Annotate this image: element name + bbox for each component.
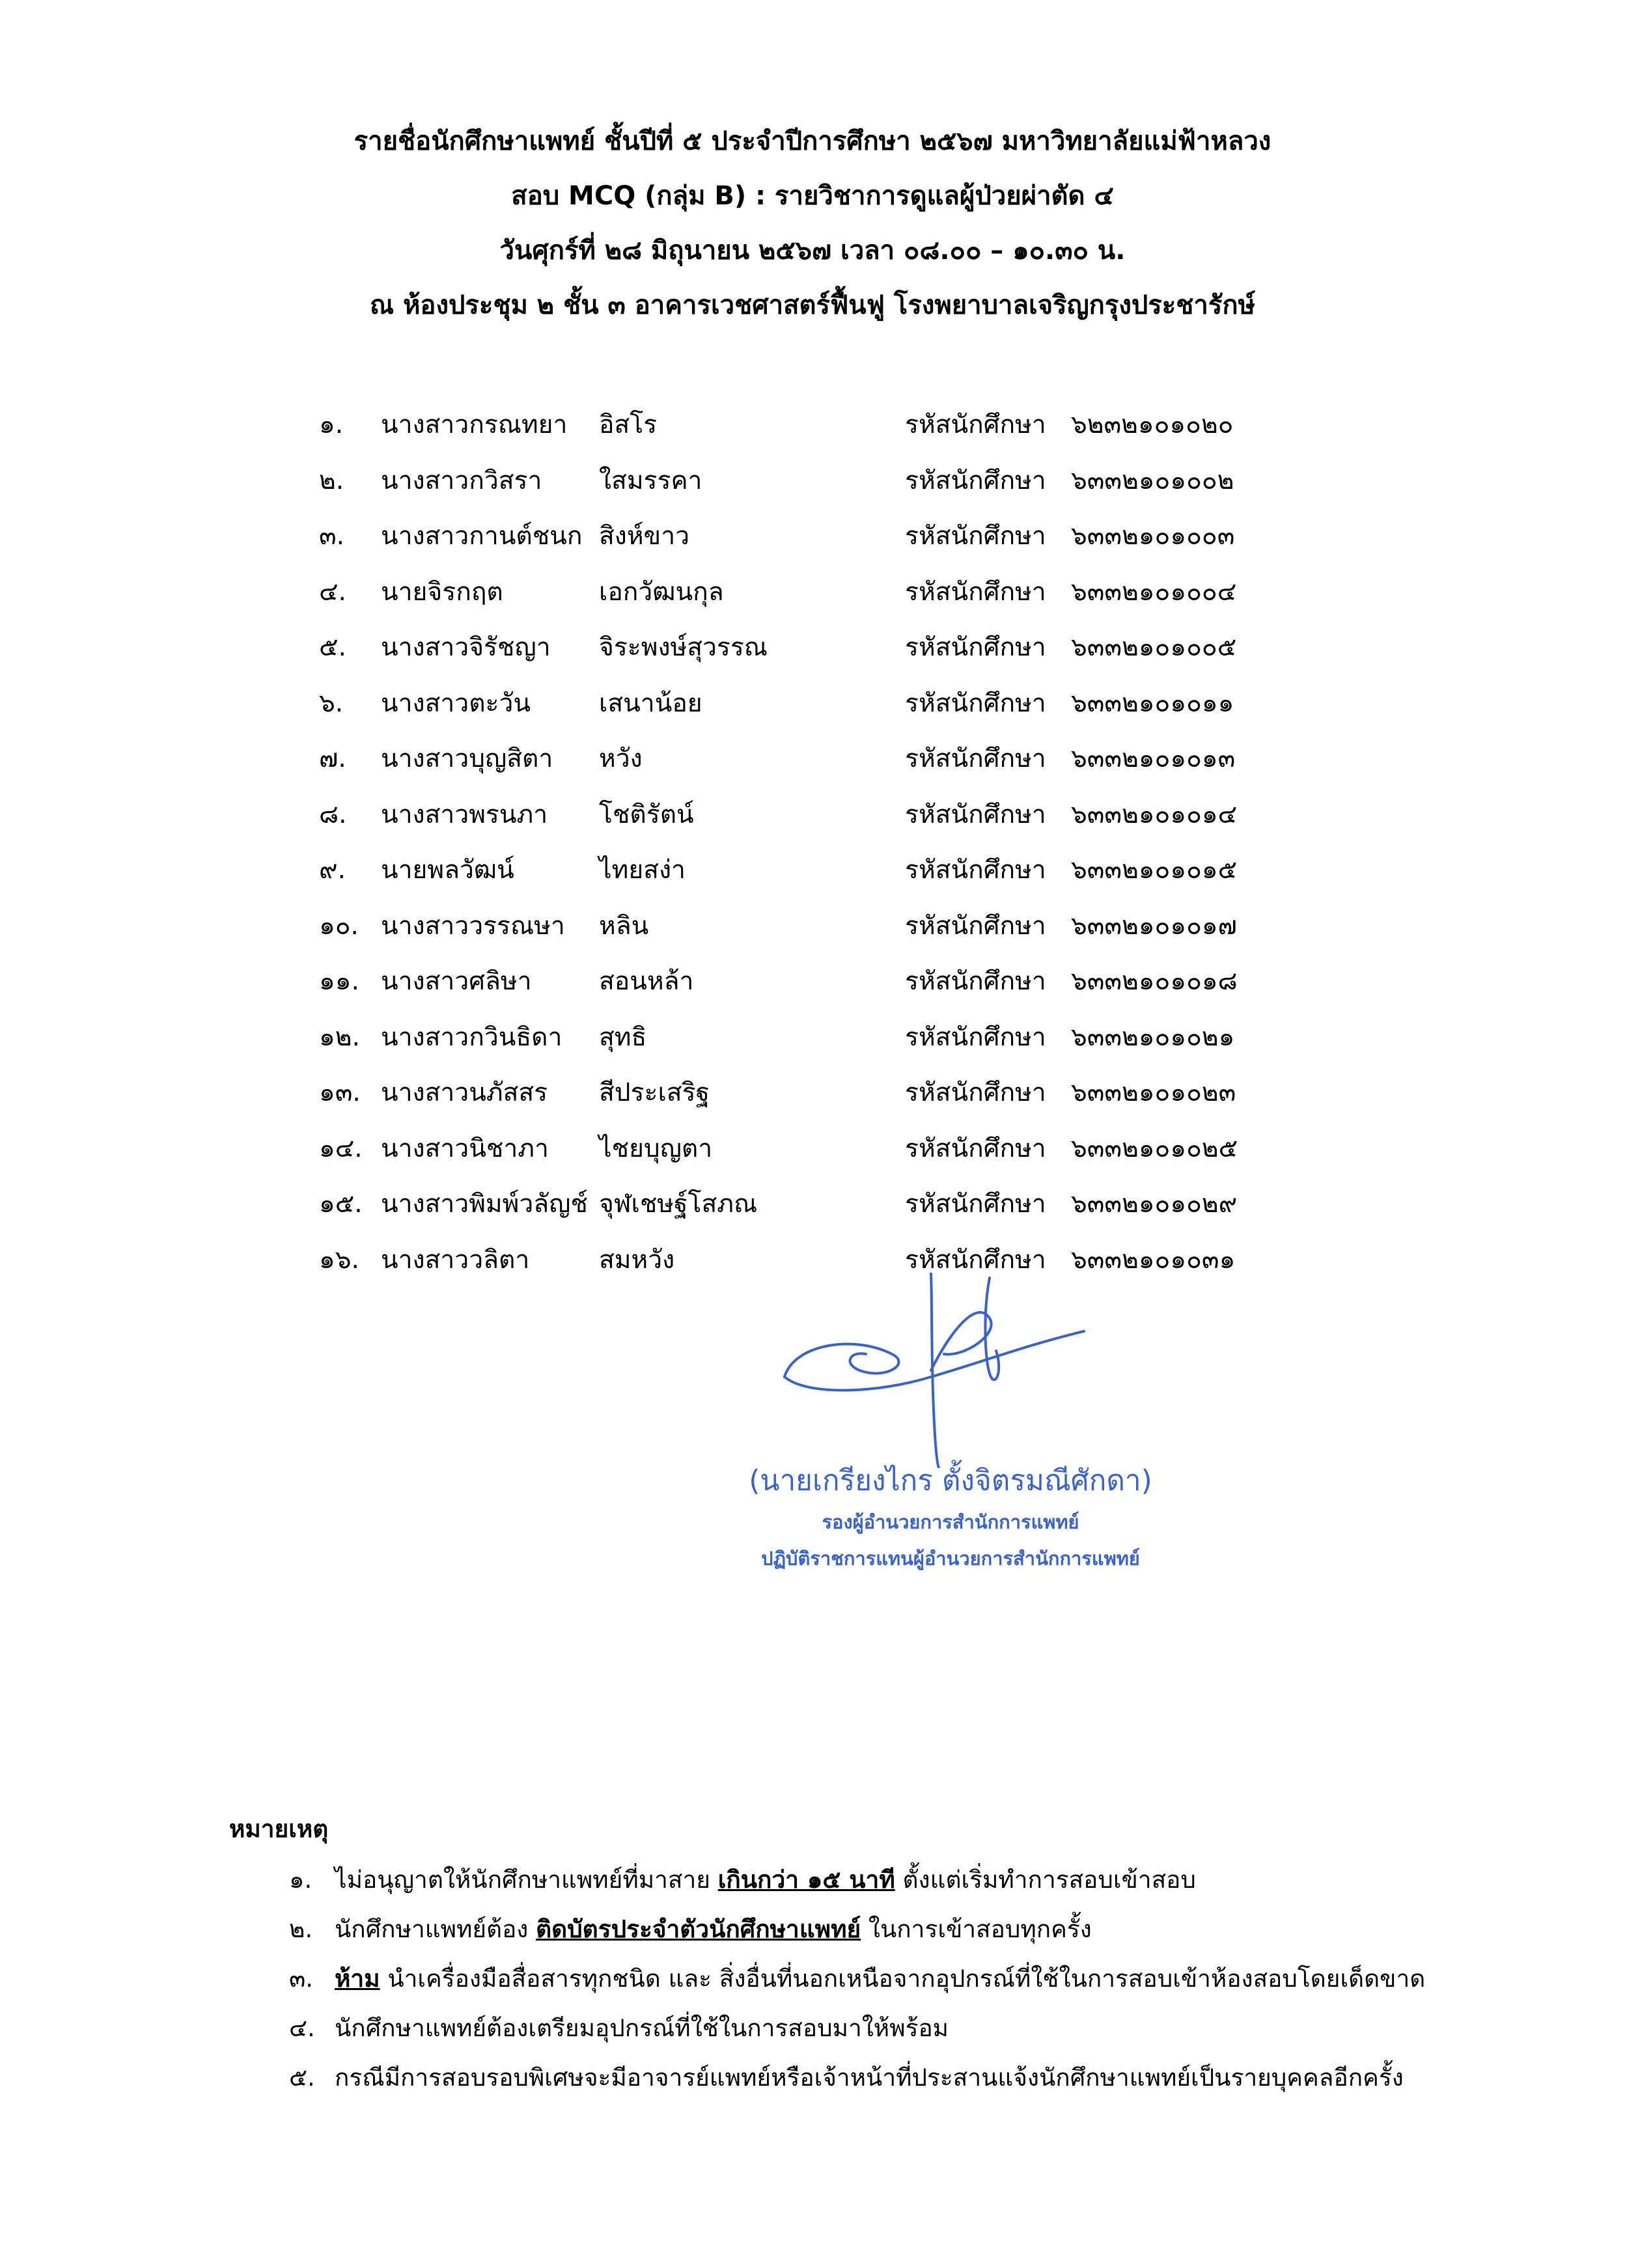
student-first-name: นางสาววรรณษา bbox=[381, 911, 565, 941]
student-last-name: ใสมรรคา bbox=[599, 465, 702, 495]
student-id: ๖๓๓๒๑๐๑๐๑๕ bbox=[1071, 855, 1238, 885]
student-id-label: รหัสนักศึกษา bbox=[905, 855, 1046, 885]
student-last-name: ไชยบุญตา bbox=[599, 1133, 713, 1163]
student-number: ๑๔. bbox=[319, 1133, 363, 1163]
student-first-name: นายพลวัฒน์ bbox=[381, 855, 514, 885]
student-number: ๑๐. bbox=[319, 911, 359, 941]
student-row bbox=[319, 731, 1361, 787]
student-id: ๖๓๓๒๑๐๑๐๐๓ bbox=[1071, 521, 1235, 551]
note-number: ๓. bbox=[289, 1965, 314, 1993]
student-id-label: รหัสนักศึกษา bbox=[905, 1078, 1046, 1107]
signatory-name: (นายเกรียงไกร ตั้งจิตรมณีศักดา) bbox=[749, 1464, 1152, 1497]
student-id-label: รหัสนักศึกษา bbox=[905, 1133, 1046, 1163]
student-row bbox=[319, 564, 1361, 620]
student-id-label: รหัสนักศึกษา bbox=[905, 577, 1046, 607]
student-id: ๖๓๓๒๑๐๑๐๑๓ bbox=[1071, 744, 1236, 773]
note-emphasis: ห้าม bbox=[335, 1965, 380, 1993]
student-id: ๖๓๓๒๑๐๑๐๑๘ bbox=[1071, 967, 1238, 996]
student-number: ๕. bbox=[319, 633, 346, 662]
student-first-name: นางสาวพรนภา bbox=[381, 799, 548, 829]
note-number: ๒. bbox=[289, 1915, 313, 1943]
note-text: กรณีมีการสอบรอบพิเศษจะมีอาจารย์แพทย์หรือเจ้าหน้าที่ประสานแจ้งนักศึกษาแพทย์เป็นรายบุคคลอีกครั้ง bbox=[335, 2064, 1404, 2092]
student-id: ๖๒๓๒๑๐๑๐๒๐ bbox=[1071, 410, 1234, 439]
student-row bbox=[319, 676, 1361, 732]
student-id-label: รหัสนักศึกษา bbox=[905, 521, 1046, 551]
student-last-name: สีประเสริฐ bbox=[599, 1078, 710, 1107]
student-id-label: รหัสนักศึกษา bbox=[905, 744, 1046, 773]
note-number: ๔. bbox=[289, 2014, 315, 2042]
signature-block bbox=[671, 1458, 1230, 1577]
student-last-name: หวัง bbox=[599, 744, 643, 773]
student-last-name: จุฬเชษฐ์โสภณ bbox=[599, 1189, 758, 1219]
title-line-2: สอบ MCQ (กลุ่ม B) : รายวิชาการดูแลผู้ป่วยผ่าตัด ๔ bbox=[511, 181, 1114, 211]
note-number: ๕. bbox=[289, 2064, 315, 2092]
student-id-label: รหัสนักศึกษา bbox=[905, 465, 1046, 495]
title-line-3: วันศุกร์ที่ ๒๘ มิถุนายน ๒๕๖๗ เวลา ๐๘.๐๐ – ๑๐.๓๐ น. bbox=[499, 236, 1126, 266]
student-row bbox=[319, 1176, 1361, 1232]
student-id: ๖๓๓๒๑๐๑๐๐๒ bbox=[1071, 465, 1234, 495]
student-id-label: รหัสนักศึกษา bbox=[905, 1189, 1046, 1219]
student-last-name: สุทธิ bbox=[599, 1022, 647, 1052]
student-number: ๖. bbox=[319, 688, 344, 718]
student-number: ๘. bbox=[319, 799, 347, 829]
student-id-label: รหัสนักศึกษา bbox=[905, 410, 1046, 439]
student-id-label: รหัสนักศึกษา bbox=[905, 799, 1046, 829]
note-item bbox=[229, 2004, 1531, 2053]
student-list bbox=[319, 397, 1361, 1288]
student-first-name: นางสาวกรณทยา bbox=[381, 410, 568, 439]
student-id: ๖๓๓๒๑๐๑๐๓๑ bbox=[1071, 1245, 1236, 1275]
note-emphasis: ติดบัตรประจำตัวนักศึกษาแพทย์ bbox=[536, 1915, 861, 1943]
note-text-tail: ตั้งแต่เริ่มทำการสอบเข้าสอบ bbox=[895, 1866, 1196, 1894]
student-row bbox=[319, 620, 1361, 676]
student-last-name: อิสโร bbox=[599, 410, 658, 439]
student-id-label: รหัสนักศึกษา bbox=[905, 911, 1046, 941]
student-first-name: นางสาววลิตา bbox=[381, 1245, 530, 1275]
student-last-name: จิระพงษ์สุวรรณ bbox=[599, 633, 768, 662]
note-item bbox=[229, 1905, 1531, 1954]
notes-heading: หมายเหตุ bbox=[229, 1815, 329, 1843]
student-id-label: รหัสนักศึกษา bbox=[905, 688, 1046, 718]
note-number: ๑. bbox=[289, 1866, 312, 1894]
student-id: ๖๓๓๒๑๐๑๐๐๕ bbox=[1071, 633, 1237, 662]
handwritten-signature bbox=[781, 1273, 1120, 1468]
student-id: ๖๓๓๒๑๐๑๐๒๑ bbox=[1071, 1022, 1235, 1052]
student-id-label: รหัสนักศึกษา bbox=[905, 967, 1046, 996]
student-last-name: เอกวัฒนกุล bbox=[599, 577, 724, 607]
student-first-name: นางสาวกวิสรา bbox=[381, 465, 542, 495]
student-number: ๔. bbox=[319, 577, 346, 607]
student-row bbox=[319, 1010, 1361, 1066]
student-number: ๗. bbox=[319, 744, 346, 773]
student-row bbox=[319, 1065, 1361, 1121]
title-line-1: รายชื่อนักศึกษาแพทย์ ชั้นปีที่ ๕ ประจำปีการศึกษา ๒๕๖๗ มหาวิทยาลัยแม่ฟ้าหลวง bbox=[354, 126, 1271, 156]
notes-section bbox=[229, 1803, 1531, 2103]
note-text-tail: ในการเข้าสอบทุกครั้ง bbox=[861, 1915, 1092, 1943]
student-row bbox=[319, 954, 1361, 1010]
student-number: ๑. bbox=[319, 410, 344, 439]
student-id: ๖๓๓๒๑๐๑๐๑๔ bbox=[1071, 799, 1238, 829]
student-last-name: สมหวัง bbox=[599, 1245, 675, 1275]
student-row bbox=[319, 453, 1361, 509]
student-number: ๑๕. bbox=[319, 1189, 363, 1219]
student-row bbox=[319, 508, 1361, 564]
student-id: ๖๓๓๒๑๐๑๐๑๑ bbox=[1071, 688, 1234, 718]
signatory-acting-title: ปฏิบัติราชการแทนผู้อำนวยการสำนักการแพทย์ bbox=[761, 1547, 1140, 1570]
student-id: ๖๓๓๒๑๐๑๐๒๓ bbox=[1071, 1078, 1236, 1107]
note-text: ไม่อนุญาตให้นักศึกษาแพทย์ที่มาสาย bbox=[335, 1866, 718, 1894]
student-first-name: นางสาวศลิษา bbox=[381, 967, 532, 996]
student-first-name: นายจิรกฤต bbox=[381, 577, 503, 607]
signatory-title: รองผู้อำนวยการสำนักการแพทย์ bbox=[822, 1511, 1079, 1533]
note-item bbox=[229, 1954, 1531, 2004]
student-id: ๖๓๓๒๑๐๑๐๐๔ bbox=[1071, 577, 1237, 607]
student-row bbox=[319, 898, 1361, 954]
student-first-name: นางสาวนภัสสร bbox=[381, 1078, 548, 1107]
student-last-name: สอนหล้า bbox=[599, 967, 694, 996]
student-last-name: สิงห์ขาว bbox=[599, 521, 690, 551]
student-id-label: รหัสนักศึกษา bbox=[905, 1245, 1046, 1275]
student-last-name: ไทยสง่า bbox=[599, 855, 686, 885]
student-number: ๙. bbox=[319, 855, 346, 885]
student-number: ๓. bbox=[319, 521, 345, 551]
note-text-tail: นำเครื่องมือสื่อสารทุกชนิด และ สิ่งอื่นที่นอกเหนือจากอุปกรณ์ที่ใช้ในการสอบเข้าห้องสอบโดยเด็ดขาด bbox=[380, 1965, 1426, 1993]
student-number: ๑๑. bbox=[319, 967, 359, 996]
student-first-name: นางสาวนิชาภา bbox=[381, 1133, 549, 1163]
student-row bbox=[319, 397, 1361, 453]
student-row bbox=[319, 842, 1361, 898]
student-first-name: นางสาวกานต์ชนก bbox=[381, 521, 583, 551]
student-id: ๖๓๓๒๑๐๑๐๑๗ bbox=[1071, 911, 1237, 941]
student-row bbox=[319, 787, 1361, 843]
note-text: นักศึกษาแพทย์ต้อง bbox=[335, 1915, 536, 1943]
note-item bbox=[229, 2053, 1531, 2103]
title-line-4: ณ ห้องประชุม ๒ ชั้น ๓ อาคารเวชศาสตร์ฟื้นฟู โรงพยาบาลเจริญกรุงประชารักษ์ bbox=[370, 290, 1255, 320]
student-first-name: นางสาวพิมพ์วลัญช์ bbox=[381, 1189, 588, 1219]
student-number: ๑๒. bbox=[319, 1022, 360, 1052]
student-last-name: เสนาน้อย bbox=[599, 688, 702, 718]
student-number: ๑๖. bbox=[319, 1245, 359, 1275]
student-id: ๖๓๓๒๑๐๑๐๒๙ bbox=[1071, 1189, 1238, 1219]
document-header bbox=[0, 114, 1625, 333]
student-id: ๖๓๓๒๑๐๑๐๒๕ bbox=[1071, 1133, 1238, 1163]
student-first-name: นางสาวบุญสิตา bbox=[381, 744, 553, 773]
student-id-label: รหัสนักศึกษา bbox=[905, 1022, 1046, 1052]
student-first-name: นางสาวตะวัน bbox=[381, 688, 531, 718]
note-text: นักศึกษาแพทย์ต้องเตรียมอุปกรณ์ที่ใช้ในการสอบมาให้พร้อม bbox=[335, 2014, 949, 2042]
student-number: ๑๓. bbox=[319, 1078, 361, 1107]
student-number: ๒. bbox=[319, 465, 344, 495]
note-emphasis: เกินกว่า ๑๕ นาที bbox=[717, 1866, 895, 1894]
student-last-name: หลิน bbox=[599, 911, 649, 941]
student-last-name: โชติรัตน์ bbox=[599, 799, 694, 829]
student-row bbox=[319, 1121, 1361, 1177]
student-first-name: นางสาวจิรัชญา bbox=[381, 633, 551, 662]
student-id-label: รหัสนักศึกษา bbox=[905, 633, 1046, 662]
note-item bbox=[229, 1855, 1531, 1905]
student-first-name: นางสาวกวินธิดา bbox=[381, 1022, 562, 1052]
